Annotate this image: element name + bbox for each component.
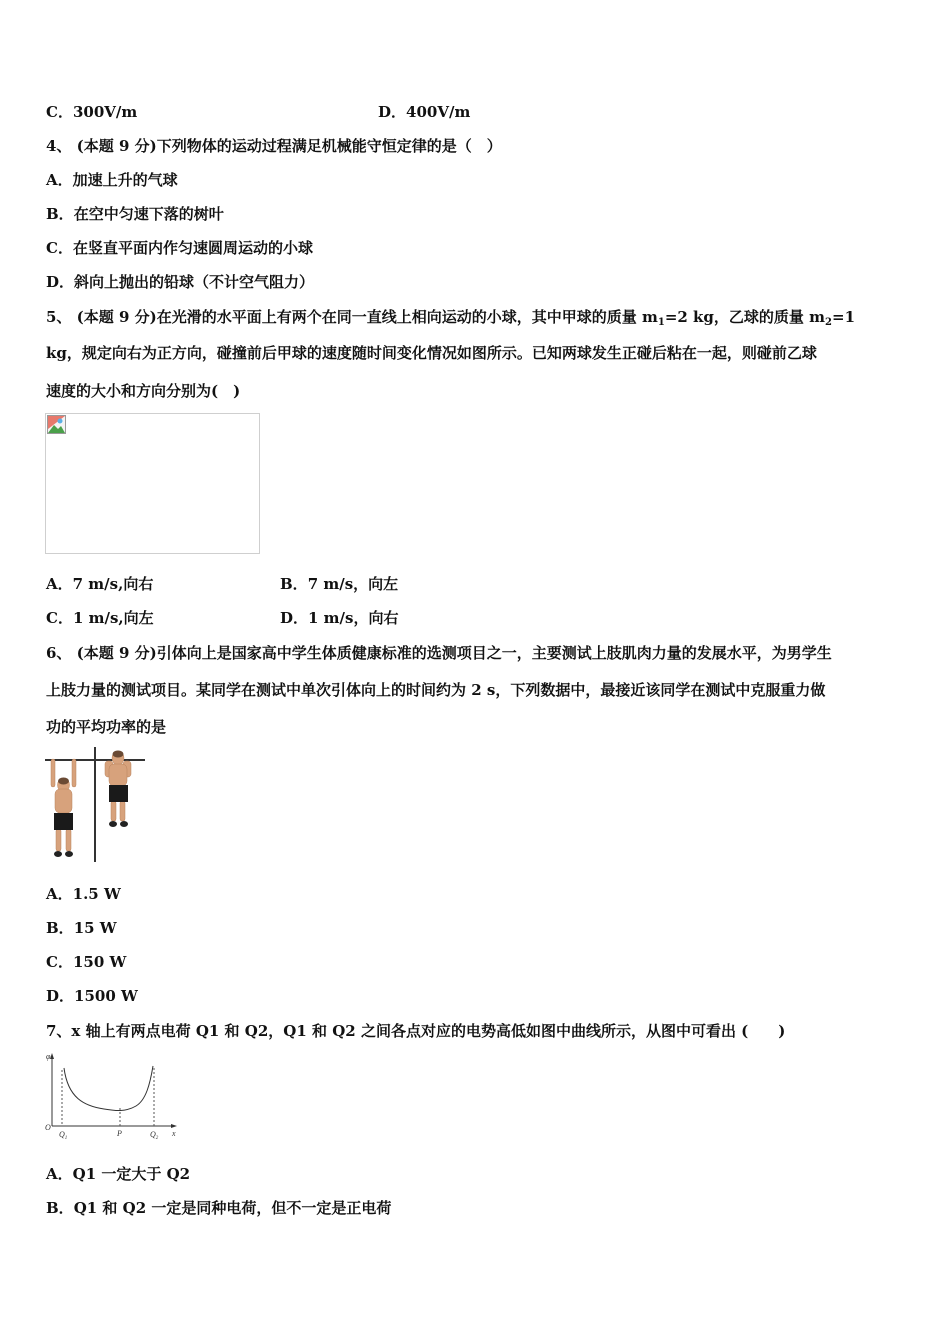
q3-option-d [378, 102, 470, 122]
subscript-2: 2 [825, 317, 832, 328]
q6-stem-line2: 上肢力量的测试项目。某同学在测试中单次引体向上的时间约为 2 s，下列数据中，最接近该同学在测试中克服重力做 [46, 681, 826, 699]
y-axis-arrow [50, 1053, 54, 1059]
option-text: 7 m/s，向左 [307, 575, 399, 593]
option-text: 300V/m [72, 103, 138, 121]
option-letter: D． [46, 987, 75, 1005]
x-axis-arrow [171, 1124, 177, 1128]
q6-option-d [46, 986, 138, 1006]
option-text: 1500 W [74, 987, 138, 1005]
p-label: P [117, 1129, 122, 1138]
q3-option-c [46, 102, 137, 122]
potential-graph [44, 1050, 184, 1142]
option-text: 1.5 W [72, 885, 121, 903]
q4-option-b [46, 204, 224, 224]
pull-up-figure [45, 747, 150, 862]
q4-stem: 4、 (本题 9 分)下列物体的运动过程满足机械能守恒定律的是（ ） [46, 137, 502, 155]
potential-curve [64, 1066, 153, 1111]
q5-option-a [46, 574, 153, 594]
option-text: 在空中匀速下落的树叶 [73, 205, 224, 223]
option-letter: C． [46, 609, 73, 627]
q5-stem-line1 [46, 307, 855, 327]
broken-image-placeholder [45, 413, 260, 554]
q7-stem: 7、x 轴上有两点电荷 Q1 和 Q2，Q1 和 Q2 之间各点对应的电势高低如图中曲线所示，从图中可看出 ( ) [46, 1022, 786, 1040]
option-letter: B． [280, 575, 308, 593]
q7-option-a [46, 1164, 190, 1184]
option-letter: B． [46, 1199, 74, 1217]
option-letter: A． [46, 575, 73, 593]
q7-option-b [46, 1198, 391, 1218]
option-text: 7 m/s,向右 [72, 575, 154, 593]
origin-label: O [45, 1123, 51, 1132]
option-letter: A． [46, 1165, 73, 1183]
option-letter: A． [46, 885, 73, 903]
option-letter: B． [46, 919, 74, 937]
option-text: 1 m/s,向左 [72, 609, 154, 627]
option-text: Q1 和 Q2 一定是同种电荷，但不一定是正电荷 [73, 1199, 392, 1217]
q6-option-c [46, 952, 126, 972]
option-letter: A． [46, 171, 73, 189]
q5-stem-line3: 速度的大小和方向分别为( ) [46, 382, 241, 400]
q6-option-b [46, 918, 117, 938]
broken-image-icon [47, 415, 67, 435]
q4-option-a [46, 170, 178, 190]
q4-option-c [46, 238, 313, 258]
option-letter: C． [46, 239, 73, 257]
y-axis-label: φ [46, 1052, 51, 1061]
option-text: 150 W [72, 953, 127, 971]
q5-stem-line2: kg，规定向右为正方向，碰撞前后甲球的速度随时间变化情况如图所示。已知两球发生正碰后粘在一起，则碰前乙球 [46, 344, 817, 362]
option-letter: D． [378, 103, 407, 121]
option-text: 1 m/s，向右 [308, 609, 399, 627]
subscript-1: 1 [657, 317, 665, 328]
q6-stem-line3: 功的平均功率的是 [46, 718, 167, 736]
option-text: 加速上升的气球 [72, 171, 178, 189]
q5-text-c: =1 [832, 308, 856, 326]
option-letter: D． [46, 273, 75, 291]
option-text: Q1 一定大于 Q2 [72, 1165, 191, 1183]
option-text: 15 W [73, 919, 117, 937]
option-text: 斜向上抛出的铅球（不计空气阻力） [74, 273, 315, 291]
option-letter: C． [46, 953, 73, 971]
q5-option-d [280, 608, 398, 628]
option-letter: B． [46, 205, 74, 223]
option-text: 在竖直平面内作匀速圆周运动的小球 [72, 239, 313, 257]
q5-option-b [280, 574, 398, 594]
q6-stem-line1: 6、 (本题 9 分)引体向上是国家高中学生体质健康标准的选测项目之一，主要测试上肢肌肉力量的发展水平，为男学生 [46, 644, 832, 662]
q5-text-a: 5、 (本题 9 分)在光滑的水平面上有两个在同一直线上相向运动的小球，其中甲球的质量 m [46, 308, 658, 326]
option-text: 400V/m [406, 103, 471, 121]
q6-option-a [46, 884, 121, 904]
option-letter: C． [46, 103, 73, 121]
x-axis-label: x [172, 1129, 176, 1138]
q1-label: $Q_1$ [59, 1130, 68, 1141]
q5-text-b: =2 kg，乙球的质量 m [664, 308, 826, 326]
q4-option-d [46, 272, 314, 292]
option-letter: D． [280, 609, 309, 627]
q2-label: $Q_2$ [150, 1130, 159, 1141]
q5-option-c [46, 608, 154, 628]
